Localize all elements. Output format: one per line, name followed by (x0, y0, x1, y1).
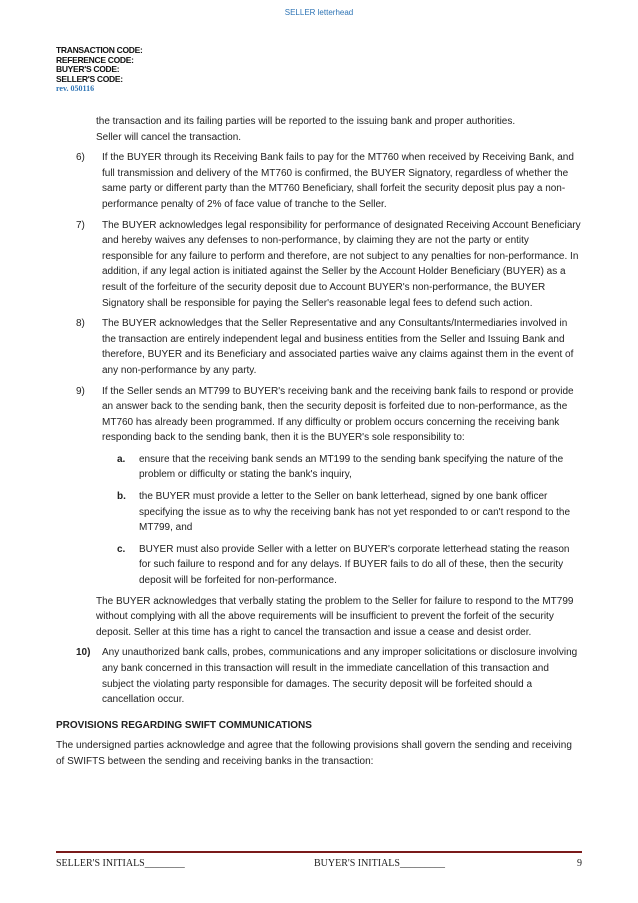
subclause-text: ensure that the receiving bank sends an MT199 to the sending bank specifying the nature of the problem or difficulty or stating the bank's inquiry, (139, 453, 564, 481)
footer-divider (56, 851, 582, 853)
clause-9 (56, 384, 582, 446)
subclause-a (117, 452, 582, 483)
continuation-line-2: Seller will cancel the transaction. (96, 131, 242, 143)
transaction-code-label: TRANSACTION CODE: (56, 45, 143, 55)
section-heading: PROVISIONS REGARDING SWIFT COMMUNICATIONS (56, 719, 312, 731)
clause-6 (56, 150, 582, 212)
clause-7 (56, 218, 582, 312)
clause-number: 6) (76, 152, 85, 164)
revision-label: rev. 050116 (56, 84, 95, 94)
page-number: 9 (577, 858, 582, 869)
clause-text: The BUYER acknowledges legal responsibility for performance of designated Receiving Account Beneficiary and hereby waives any defenses to non-performance, by claiming they are not the party or entity responsible for any failure to perform and therefore, are not subject to any penalties for non-performance. In addition, if any legal action is initiated against the Seller by the Account Holder Beneficiary (BUYER) as a result of the forfeiture of the security deposit due to Account BUYER's non-performance, the BUYER Signatory shall be responsible for paying the Seller's reasonable legal fees to defend such action. (102, 219, 581, 309)
subclause-b (117, 489, 582, 536)
clause-10 (56, 645, 582, 707)
codes-block (56, 46, 143, 94)
continuation-text (56, 114, 582, 145)
subclause-text: the BUYER must provide a letter to the Seller on bank letterhead, signed by one bank officer specifying the issue as to why the receiving bank has not yet responded to or can't respond to the MT799, and (139, 491, 571, 534)
subclause-letter: a. (117, 453, 126, 465)
buyer-code-label: BUYER'S CODE: (56, 64, 120, 75)
letterhead-title: SELLER letterhead (284, 8, 354, 17)
section-text: The undersigned parties acknowledge and agree that the following provisions shall govern the sending and receiving of SWIFTS between the sending and receiving banks in the transaction: (56, 740, 572, 767)
subclause-text: BUYER must also provide Seller with a letter on BUYER's corporate letterhead stating the reason for such failure to respond and for any delays. If BUYER fails to do all of these, then the security deposit will be forfeited for non-performance. (139, 543, 570, 587)
continuation-line-1: the transaction and its failing parties will be reported to the issuing bank and proper authorities. (96, 116, 516, 127)
clause-text: If the BUYER through its Receiving Bank fails to pay for the MT760 when received by Receiving Bank, and full transmission and delivery of the MT760 is confirmed, the BUYER Signatory, regardless of whether the same party or different party than the MT760 Beneficiary, shall forfeit the security deposit plus pay a non-performance penalty of 2% of face value of tranche to the Seller. (102, 152, 574, 210)
subclause-letter: b. (117, 491, 126, 503)
clause-number: 8) (76, 318, 85, 330)
clause-text: The BUYER acknowledges that the Seller Representative and any Consultants/Intermediaries involved in the transaction are entirely independent legal and business entities from the Seller and Issuing Bank and therefore, BUYER and its Beneficiary and associated parties waive any claims against them in the event of any non-performance by any party. (102, 318, 574, 376)
seller-initials: SELLER'S INITIALS________ (56, 858, 185, 869)
clause-number: 10) (76, 647, 91, 659)
seller-code-label: SELLER'S CODE: (56, 73, 123, 84)
clause-text: If the Seller sends an MT799 to BUYER's receiving bank and the receiving bank fails to respond or provide an answer back to the sending bank, then the security deposit is forfeited due to non-performance, as the MT760 has already been programmed. If any difficulty or problem occurs concerning the receiving bank responding back to the sending bank, then it is the BUYER's sole responsibility to: (102, 385, 574, 444)
clause-number: 9) (76, 385, 85, 397)
document-body (56, 114, 582, 770)
clause-8 (56, 316, 582, 378)
buyer-initials: BUYER'S INITIALS_________ (314, 858, 445, 869)
verbal-statement-paragraph: The BUYER acknowledges that verbally stating the problem to the Seller for failure to respond to the MT799 without complying with all the above requirements will be insufficient to prevent the forfeit of the security deposit. Seller at this time has a right to cancel the transaction and issue a cease and desist order. (96, 595, 574, 638)
subclause-letter: c. (117, 543, 126, 555)
clause-text: Any unauthorized bank calls, probes, communications and any improper solicitations or disclosure involving any bank concerned in this transaction will result in the immediate cancellation of this transaction and subject the violating party responsible for damages. The security deposit will be forfeited should a cancellation occur. (102, 647, 578, 706)
subclause-c (117, 542, 582, 589)
clause-number: 7) (76, 219, 85, 231)
reference-code-label: REFERENCE CODE: (56, 54, 134, 65)
